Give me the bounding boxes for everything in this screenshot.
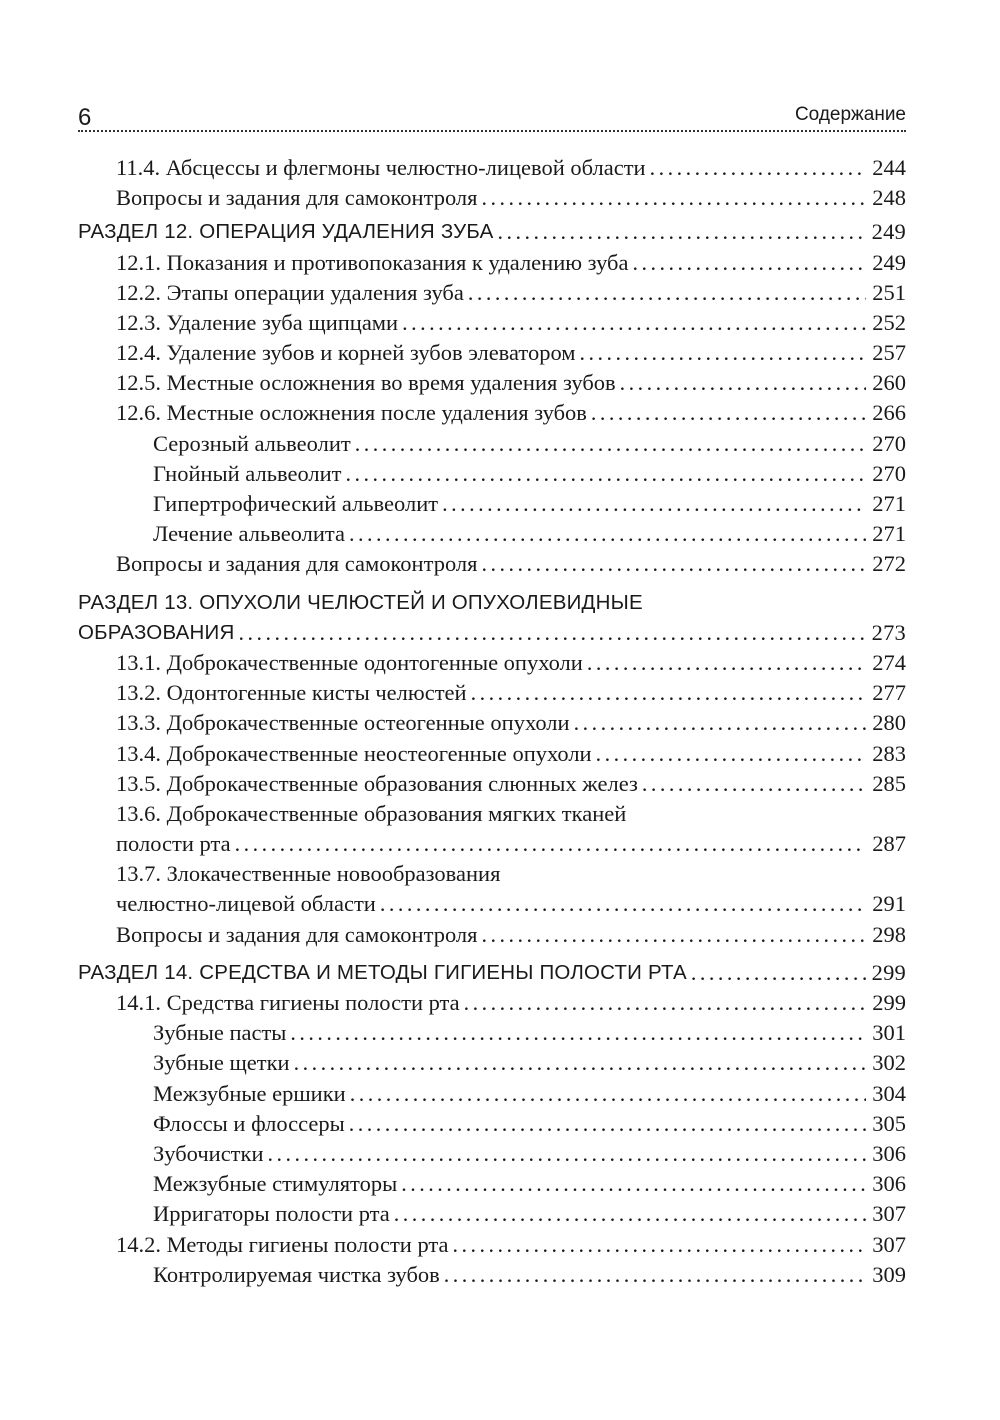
toc-entry[interactable] [78,920,906,950]
toc-entry-title: Флоссы и флоссеры [153,1110,345,1136]
toc-entry-title: 12.4. Удаление зубов и корней зубов элеватором [116,340,576,366]
dot-leader [453,1230,866,1260]
toc-entry-page: 280 [872,710,906,736]
toc-entry-title: 11.4. Абсцессы и флегмоны челюстно-лицевой области [116,154,646,180]
toc-entry[interactable] [78,248,906,278]
toc-entry[interactable] [78,1018,906,1048]
dot-leader [580,338,866,368]
toc-entry-title: Зубочистки [153,1140,264,1166]
dot-leader [481,920,866,950]
dot-leader [349,1109,866,1139]
toc-entry[interactable] [78,308,906,338]
dot-leader [380,889,866,919]
dot-leader [620,368,866,398]
toc-entry-page: 272 [872,551,906,577]
dot-leader [290,1018,866,1048]
toc-entry-page: 260 [872,370,906,396]
toc-entry-title: 14.2. Методы гигиены полости рта [116,1231,449,1257]
toc-entry[interactable] [78,739,906,769]
toc-entry-page: 271 [872,491,906,517]
toc-entry-page: 257 [872,340,906,366]
toc-entry-page: 307 [872,1201,906,1227]
toc-entry-page: 274 [872,649,906,675]
toc-entry-page: 248 [872,185,906,211]
toc-entry[interactable] [78,648,906,678]
toc-entry-page: 266 [872,400,906,426]
toc-entry[interactable] [78,549,906,579]
dot-leader [481,183,866,213]
dot-leader [591,398,866,428]
toc-entry-page: 277 [872,680,906,706]
toc-section-title: РАЗДЕЛ 14. СРЕДСТВА И МЕТОДЫ ГИГИЕНЫ ПОЛОСТИ РТА [78,960,687,984]
toc-entry-page: 271 [872,521,906,547]
toc-entry-title: 13.2. Одонтогенные кисты челюстей [116,680,467,706]
toc-entry-title: Гнойный альвеолит [153,460,342,486]
toc-entry[interactable] [78,153,906,183]
toc-entry-page: 307 [872,1231,906,1257]
toc-entry-title: Зубные щетки [153,1050,290,1076]
toc-entry[interactable] [78,183,906,213]
toc-entry-title: 13.3. Доброкачественные остеогенные опухоли [116,710,570,736]
toc-entry-title: Контролируемая чистка зубов [153,1261,440,1287]
toc-entry[interactable] [78,890,906,920]
header-dotted-rule [78,130,906,132]
toc-entry[interactable] [78,489,906,519]
toc-entry-page: 249 [871,219,906,245]
toc-entry-title-line1[interactable]: 13.7. Злокачественные новообразования [116,861,501,887]
page-number: 6 [78,104,92,131]
toc-entry-page: 299 [871,959,906,985]
toc-entry-page: 301 [872,1020,906,1046]
toc-entry-title: 13.4. Доброкачественные неостеогенные опухоли [116,740,592,766]
table-of-contents [78,153,906,1290]
dot-leader [346,459,866,489]
toc-entry-page: 244 [872,154,906,180]
dot-leader [238,618,866,648]
toc-section-12[interactable] [78,217,906,247]
dot-leader [355,429,866,459]
dot-leader [471,678,866,708]
toc-entry[interactable] [78,338,906,368]
toc-entry-title: Межзубные ершики [153,1080,346,1106]
toc-entry-title: 12.2. Этапы операции удаления зуба [116,279,464,305]
toc-entry-page: 270 [872,460,906,486]
toc-entry-page: 285 [872,770,906,796]
toc-entry-title: Гипертрофический альвеолит [153,491,439,517]
toc-section-title: ОБРАЗОВАНИЯ [78,620,235,644]
toc-entry-title-line1[interactable]: 13.6. Доброкачественные образования мягких тканей [116,800,627,826]
toc-entry-title: 12.3. Удаление зуба щипцами [116,309,399,335]
toc-entry-page: 304 [872,1080,906,1106]
toc-entry[interactable] [78,278,906,308]
dot-leader [650,153,866,183]
toc-entry-title: Вопросы и задания для самоконтроля [116,185,478,211]
toc-entry-page: 252 [872,309,906,335]
toc-entry-page: 298 [872,921,906,947]
toc-entry-page: 287 [872,831,906,857]
toc-entry-page: 283 [872,740,906,766]
toc-entry-page: 305 [872,1110,906,1136]
dot-leader [394,1199,866,1229]
toc-entry-page: 306 [872,1140,906,1166]
dot-leader [468,278,866,308]
dot-leader [444,1260,866,1290]
toc-entry-title: 12.6. Местные осложнения после удаления зубов [116,400,587,426]
toc-entry[interactable] [78,829,906,859]
toc-entry[interactable] [78,1260,906,1290]
toc-entry-page: 299 [872,990,906,1016]
toc-entry-title: Зубные пасты [153,1020,287,1046]
toc-entry-title: Ирригаторы полости рта [153,1201,390,1227]
toc-entry[interactable] [78,1199,906,1229]
toc-entry-title: 12.1. Показания и противопоказания к удалению зуба [116,249,629,275]
running-title: Содержание [794,104,906,125]
dot-leader [587,648,866,678]
toc-entry-page: 306 [872,1171,906,1197]
toc-section-title: РАЗДЕЛ 12. ОПЕРАЦИЯ УДАЛЕНИЯ ЗУБА [78,220,494,244]
toc-entry[interactable] [78,1230,906,1260]
dot-leader [464,988,866,1018]
toc-entry-title: 13.1. Доброкачественные одонтогенные опухоли [116,649,583,675]
toc-entry-page: 251 [872,279,906,305]
dot-leader [350,1079,866,1109]
toc-entry-page: 291 [872,891,906,917]
toc-entry-title: Вопросы и задания для самоконтроля [116,551,478,577]
toc-entry-title: Межзубные стимуляторы [153,1171,398,1197]
dot-leader [235,829,866,859]
toc-section-13-title-line1[interactable]: РАЗДЕЛ 13. ОПУХОЛИ ЧЕЛЮСТЕЙ И ОПУХОЛЕВИДНЫЕ [78,590,643,614]
toc-section-14[interactable] [78,958,906,988]
toc-entry-page: 249 [872,249,906,275]
toc-entry-page: 302 [872,1050,906,1076]
toc-entry-title: Лечение альвеолита [153,521,345,547]
toc-entry[interactable] [78,1139,906,1169]
toc-entry[interactable] [78,459,906,489]
toc-entry[interactable] [78,1169,906,1199]
toc-entry[interactable] [78,429,906,459]
toc-entry-title: челюстно-лицевой области [116,891,376,917]
page-header [78,100,906,134]
dot-leader [642,769,866,799]
toc-entry[interactable] [78,708,906,738]
dot-leader [497,217,866,247]
toc-entry-title: полости рта [116,831,231,857]
toc-entry[interactable] [78,1048,906,1078]
toc-entry-title: 14.1. Средства гигиены полости рта [116,990,460,1016]
dot-leader [596,739,866,769]
dot-leader [691,958,866,988]
dot-leader [402,308,866,338]
toc-entry-page: 309 [872,1261,906,1287]
dot-leader [401,1169,866,1199]
toc-entry[interactable] [78,1079,906,1109]
dot-leader [574,708,866,738]
dot-leader [294,1048,866,1078]
dot-leader [349,519,866,549]
dot-leader [633,248,867,278]
toc-entry-page: 270 [872,430,906,456]
toc-entry[interactable] [78,399,906,429]
dot-leader [442,489,866,519]
toc-entry[interactable] [78,769,906,799]
toc-entry-title: Вопросы и задания для самоконтроля [116,921,478,947]
toc-entry-page: 273 [871,619,906,645]
toc-entry[interactable] [78,1109,906,1139]
toc-entry[interactable] [78,988,906,1018]
dot-leader [268,1139,867,1169]
toc-entry[interactable] [78,678,906,708]
toc-entry-title: 12.5. Местные осложнения во время удаления зубов [116,370,616,396]
toc-section-13[interactable] [78,618,906,648]
dot-leader [481,549,866,579]
toc-entry-title: Серозный альвеолит [153,430,351,456]
toc-entry[interactable] [78,519,906,549]
toc-entry[interactable] [78,368,906,398]
toc-entry-title: 13.5. Доброкачественные образования слюнных желез [116,770,638,796]
